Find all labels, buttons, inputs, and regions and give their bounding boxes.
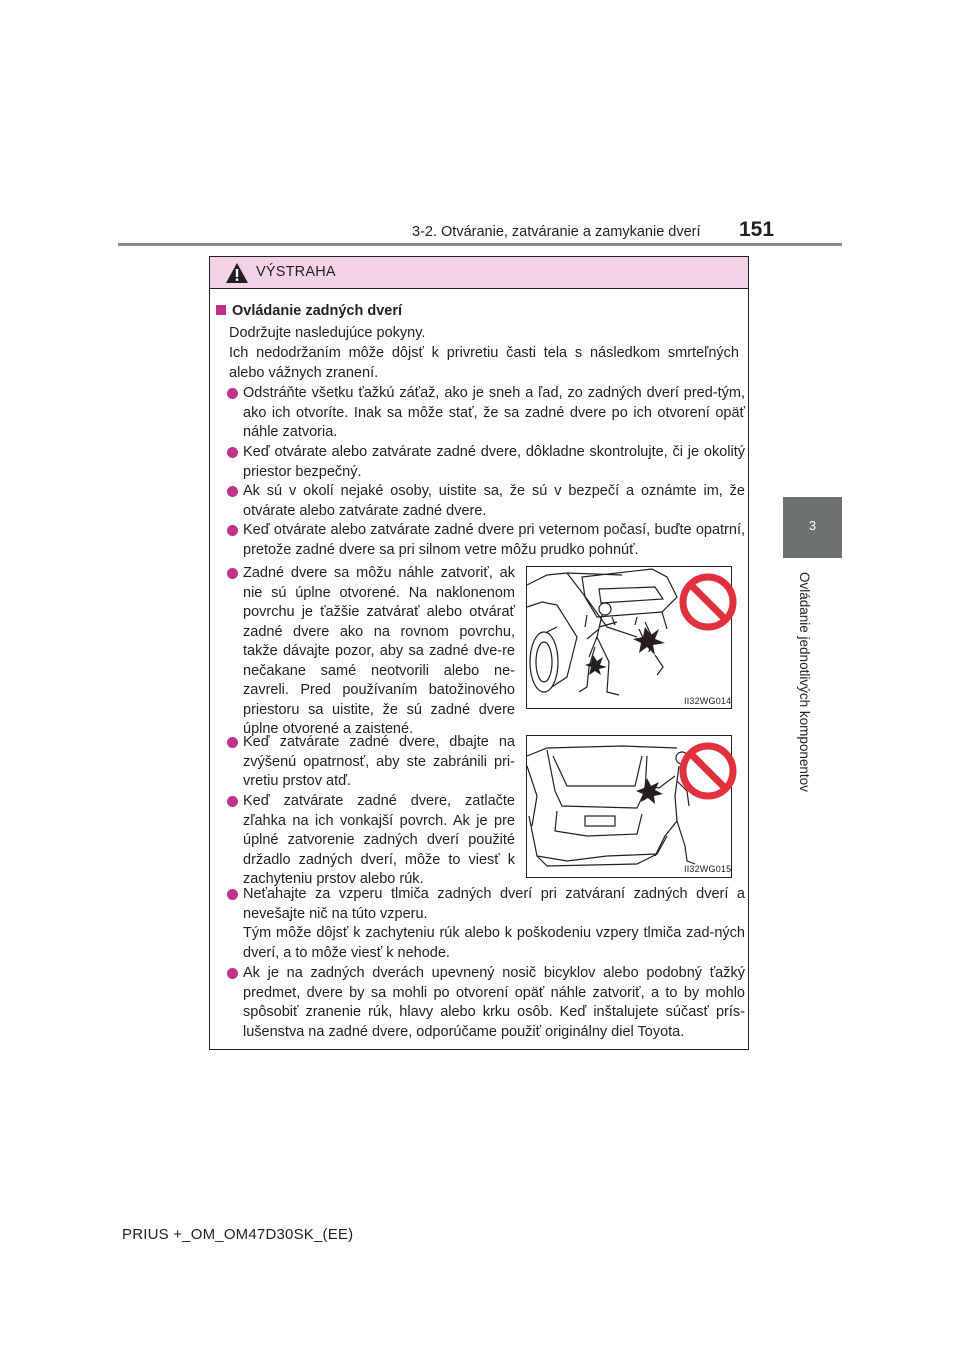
intro-text-2: Ich nedodržaním môže dôjsť k privretiu časti tela s následkom smrteľných alebo vážnych zranení. — [229, 345, 739, 381]
header-section-title: 3-2. Otváranie, zatváranie a zamykanie dverí — [412, 224, 701, 240]
section-square-icon — [216, 305, 226, 315]
figure-code: II32WG014 — [684, 696, 732, 706]
bullet-8-extra-text: Tým môže dôjsť k zachyteniu rúk alebo k poškodeniu vzpery tlmiča zad-ných dverí, a to môže viesť k nehode. — [243, 925, 745, 961]
document-code: PRIUS +_OM_OM47D30SK_(EE) — [122, 1226, 354, 1243]
prohibition-icon — [678, 741, 738, 801]
bullet-dot-icon — [227, 737, 238, 748]
chapter-label: Ovládanie jednotlivých komponentov — [797, 572, 812, 792]
section-title: Ovládanie zadných dverí — [216, 303, 402, 319]
warning-triangle-icon — [226, 263, 248, 283]
warning-title: VÝSTRAHA — [256, 264, 336, 280]
bullet-dot-icon — [227, 568, 238, 579]
header-rule — [118, 243, 842, 246]
bullet-8-text: Neťahajte za vzperu tlmiča zadných dverí pri zatváraní zadných dverí a nevešajte nič na túto vzperu. — [243, 886, 745, 922]
prohibition-icon — [678, 572, 738, 632]
chapter-number: 3 — [808, 518, 817, 533]
figure-code: II32WG015 — [684, 864, 732, 874]
bullet-dot-icon — [227, 889, 238, 900]
page-number: 151 — [739, 218, 775, 241]
warning-header — [210, 257, 748, 289]
bullet-dot-icon — [227, 525, 238, 536]
bullet-dot-icon — [227, 486, 238, 497]
bullet-dot-icon — [227, 388, 238, 399]
bullet-dot-icon — [227, 796, 238, 807]
bullet-dot-icon — [227, 447, 238, 458]
intro-text-1: Dodržujte nasledujúce pokyny. — [229, 325, 426, 341]
bullet-dot-icon — [227, 968, 238, 979]
